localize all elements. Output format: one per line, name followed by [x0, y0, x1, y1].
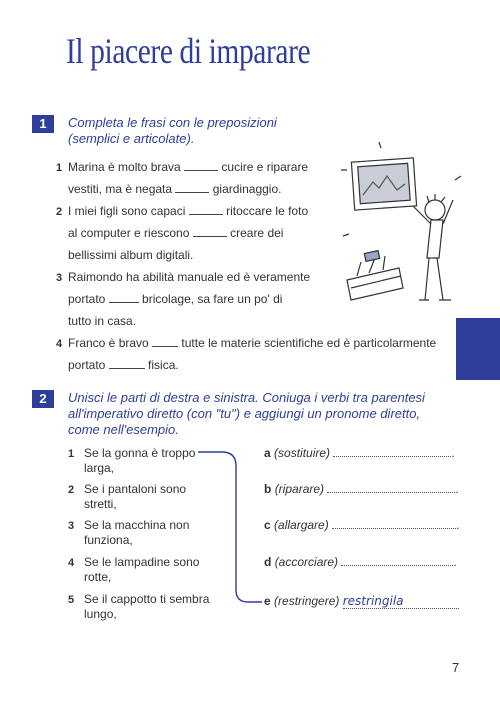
page-title: Il piacere di imparare — [66, 31, 311, 71]
chapter-tab — [462, 318, 500, 380]
exercise-1-sentence: portato bricolage, sa fare un po' di — [68, 292, 283, 306]
answer-blank[interactable] — [175, 182, 209, 193]
exercise-1-sentence: portato fisica. — [68, 358, 179, 372]
item-number: 2 — [56, 206, 63, 218]
exercise-2-right-item: e (restringere) restringila — [264, 594, 459, 609]
answer-line[interactable] — [327, 482, 455, 493]
exercise-2-left-item: Se il cappotto ti sembra lungo, — [84, 592, 210, 621]
exercise-2-right-item: c (allargare) . — [264, 518, 460, 532]
exercise-2-right-item: a (sostituire) . — [264, 446, 455, 460]
answer-blank[interactable] — [189, 204, 223, 215]
item-number: 3 — [68, 520, 75, 532]
exercise-1-sentence: I miei figli sono capaci ritoccare le foto — [68, 204, 309, 218]
answer-line[interactable] — [332, 518, 456, 529]
exercise-2-right-item: b (riparare) . — [264, 482, 459, 496]
answer-blank[interactable] — [193, 226, 227, 237]
exercise-1-sentence: bellissimi album digitali. — [68, 248, 194, 262]
handwritten-answer: restringila — [342, 594, 404, 608]
exercise-1-sentence: Franco è bravo tutte le materie scientifiche ed è particolarmente — [68, 336, 437, 350]
exercise-2-left-item: Se la gonna è troppo larga, — [84, 446, 196, 475]
exercise-1-number: 1 — [32, 115, 54, 133]
exercise-1-sentence: Marina è molto brava cucire e riparare — [68, 160, 309, 174]
exercise-2-number: 2 — [32, 390, 54, 408]
example-connector-line — [196, 446, 266, 610]
exercise-2-left-item: Se la macchina non funziona, — [84, 518, 190, 547]
answer-line[interactable] — [333, 446, 451, 457]
item-number: 2 — [68, 484, 75, 496]
exercise-1-sentence: al computer e riescono creare dei — [68, 226, 284, 240]
exercise-1-sentence: Raimondo ha abilità manuale ed è veramente — [68, 270, 311, 284]
item-number: 3 — [56, 272, 63, 284]
exercise-1-sentence: vestiti, ma è negata giardinaggio. — [68, 182, 282, 196]
illustration-man-hanging-picture — [335, 140, 470, 310]
exercise-2-right-item: d (accorciare) . — [264, 555, 457, 569]
page-number: 7 — [452, 660, 460, 675]
exercise-2-instruction: Unisci le parti di destra e sinistra. Coniuga i verbi tra parentesi all'imperativo diretto (con "tu") e aggiungi un pronome diretto, come nell'esempio. — [68, 390, 425, 437]
exercise-2-left-item: Se i pantaloni sono stretti, — [84, 482, 187, 511]
item-number: 4 — [68, 557, 75, 569]
answer-blank[interactable] — [152, 336, 178, 347]
item-number: 4 — [56, 338, 63, 350]
answer-blank[interactable] — [184, 160, 218, 171]
exercise-1-instruction: Completa le frasi con le preposizioni (semplici e articolate). — [68, 115, 277, 146]
item-number: 1 — [68, 448, 75, 460]
item-number: 5 — [68, 594, 75, 606]
item-number: 1 — [56, 162, 63, 174]
exercise-2-left-item: Se le lampadine sono rotte, — [84, 555, 200, 584]
answer-blank[interactable] — [109, 292, 139, 303]
answer-line[interactable] — [343, 594, 459, 609]
answer-line[interactable] — [341, 555, 453, 566]
exercise-1-sentence: tutto in casa. — [68, 314, 137, 328]
answer-blank[interactable] — [109, 358, 145, 369]
